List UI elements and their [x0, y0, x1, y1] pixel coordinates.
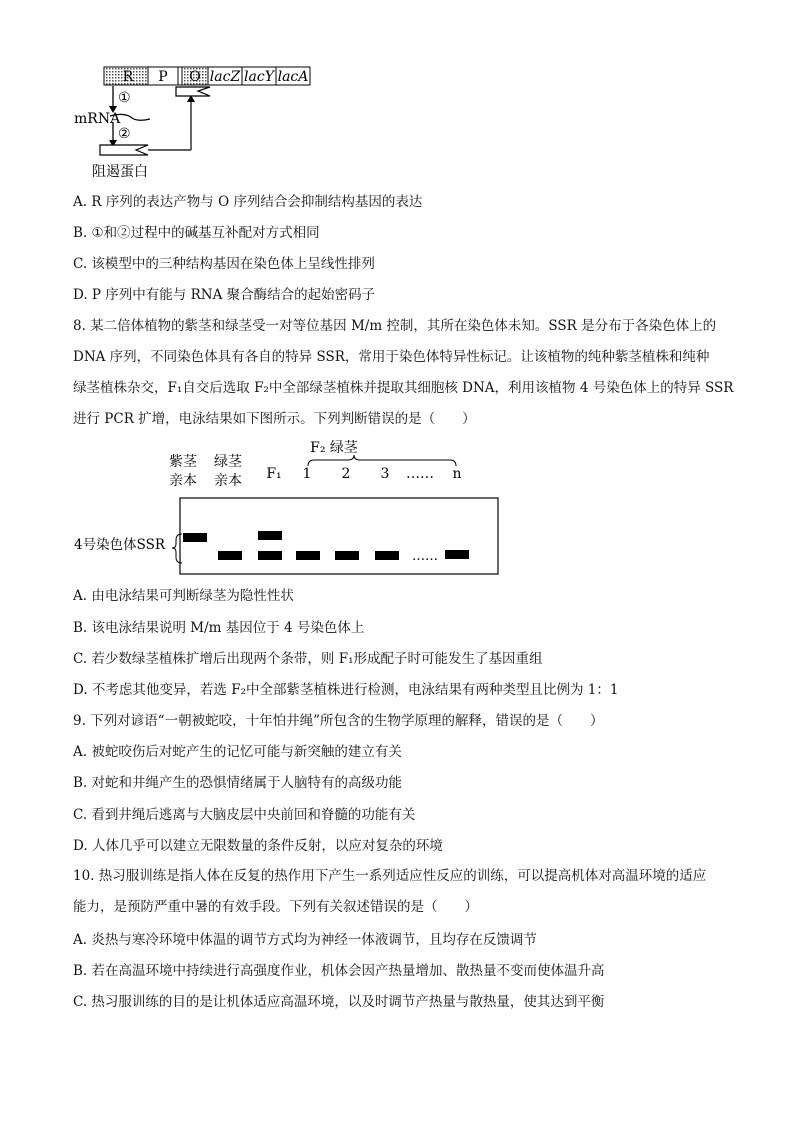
gene-label-lacz: lacZ [209, 69, 241, 85]
q8-stem [73, 311, 734, 435]
lane-label-3: 3 [380, 466, 390, 482]
region-gap [178, 67, 182, 85]
band-lane-n [445, 550, 469, 559]
q8-stem-line: 绿茎植株杂交，F₁自交后选取 F₂中全部绿茎植株并提取其细胞核 DNA，利用该植物 4 号染色体上的特异 SSR [73, 380, 734, 396]
q10-stem-line: 能力，是预防严重中暑的有效手段。下列有关叙述错误的是（ ） [73, 899, 478, 915]
repressor-shape [100, 145, 148, 155]
q9-stem: 9. 下列对谚语“一朝被蛇咬，十年怕井绳”所包含的生物学原理的解释，错误的是（ ） [73, 713, 604, 729]
lane-label-purple-parent: 亲本 [169, 473, 197, 489]
lane-label-1: 1 [302, 466, 312, 482]
band-lane-2 [335, 551, 359, 560]
lane-label-green-parent: 亲本 [214, 473, 242, 489]
q10-option-c: C. 热习服训练的目的是让机体适应高温环境，以及时调节产热量与散热量，使其达到平衡 [73, 994, 605, 1010]
lac-operon-diagram [70, 62, 330, 182]
q8-option-c: C. 若少数绿茎植株扩增后出现两个条带，则 F₁形成配子时可能发生了基因重组 [73, 651, 543, 667]
q10-option-b: B. 若在高温环境中持续进行高强度作业，机体会因产热量增加、散热量不变而使体温升高 [73, 963, 605, 979]
q10-option-a: A. 炎热与寒冷环境中体温的调节方式均为神经一体液调节，且均存在反馈调节 [73, 932, 537, 948]
band-lane-1 [296, 551, 320, 560]
gene-label-laca: lacA [277, 69, 309, 85]
repressor-bound-shape [176, 87, 210, 96]
f2-brace [308, 455, 456, 466]
q8-stem-line: 进行 PCR 扩增，电泳结果如下图所示。下列判断错误的是（ ） [73, 411, 476, 427]
q9-option-b: B. 对蛇和井绳产生的恐惧情绪属于人脑特有的高级功能 [73, 775, 403, 791]
ssr-row-label: 4号染色体SSR [74, 537, 166, 553]
q10-stem-line: 10. 热习服训练是指人体在反复的热作用下产生一系列适应性反应的训练，可以提高机体对高温环境的适应 [73, 868, 707, 884]
band-lane-3 [375, 551, 399, 560]
q8-stem-line: 8. 某二倍体植物的紫茎和绿茎受一对等位基因 M/m 控制，其所在染色体未知。SSR 是分布于各染色体上的 [73, 318, 717, 334]
band-green-parent [218, 551, 242, 560]
mrna-label: mRNA [74, 111, 121, 127]
gene-label-lacy: lacY [244, 69, 274, 85]
q9-option-a: A. 被蛇咬伤后对蛇产生的记忆可能与新突触的建立有关 [73, 744, 402, 760]
band-dots: …… [412, 549, 438, 564]
gene-bar [104, 67, 310, 85]
lane-label-purple: 紫茎 [169, 454, 197, 470]
repressor-label: 阻遏蛋白 [92, 164, 148, 180]
gene-label-r: R [122, 69, 134, 85]
step2-label: ② [118, 126, 131, 142]
band-f1-upper [258, 531, 282, 540]
band-purple-parent [183, 533, 207, 542]
q7-option-d: D. P 序列中有能与 RNA 聚合酶结合的起始密码子 [73, 287, 376, 303]
lane-label-2: 2 [341, 466, 351, 482]
q8-option-a: A. 由电泳结果可判断绿茎为隐性性状 [73, 588, 294, 604]
gene-label-p: P [158, 69, 168, 85]
q9-option-d: D. 人体几乎可以建立无限数量的条件反射，以应对复杂的环境 [73, 838, 443, 854]
lane-label-green: 绿茎 [214, 454, 242, 470]
q8-option-d: D. 不考虑其他变异，若选 F₂中全部紫茎植株进行检测，电泳结果有两种类型且比例为 1：1 [73, 682, 619, 698]
band-f1-lower [258, 551, 282, 560]
gene-label-o: O [189, 69, 201, 85]
q10-stem [73, 861, 723, 923]
q7-option-a: A. R 序列的表达产物与 O 序列结合会抑制结构基因的表达 [73, 194, 423, 210]
lane-label-f1: F₁ [266, 466, 282, 482]
q8-option-b: B. 该电泳结果说明 M/m 基因位于 4 号染色体上 [73, 620, 365, 636]
q9-option-c: C. 看到井绳后逃离与大脑皮层中央前回和脊髓的功能有关 [73, 807, 416, 823]
step1-label: ① [118, 90, 131, 106]
q8-stem-line: DNA 序列，不同染色体具有各自的特异 SSR，常用于染色体特异性标记。让该植物的纯种紫茎植株和纯种 [73, 349, 710, 365]
electrophoresis-figure [70, 436, 510, 581]
q7-option-c: C. 该模型中的三种结构基因在染色体上呈线性排列 [73, 256, 375, 272]
gel-box [180, 498, 498, 574]
lane-label-n: n [452, 466, 462, 482]
f2-label: F₂ 绿茎 [310, 440, 358, 456]
lane-label-dots: …… [406, 466, 434, 482]
q7-option-b: B. ①和②过程中的碱基互补配对方式相同 [73, 225, 320, 241]
